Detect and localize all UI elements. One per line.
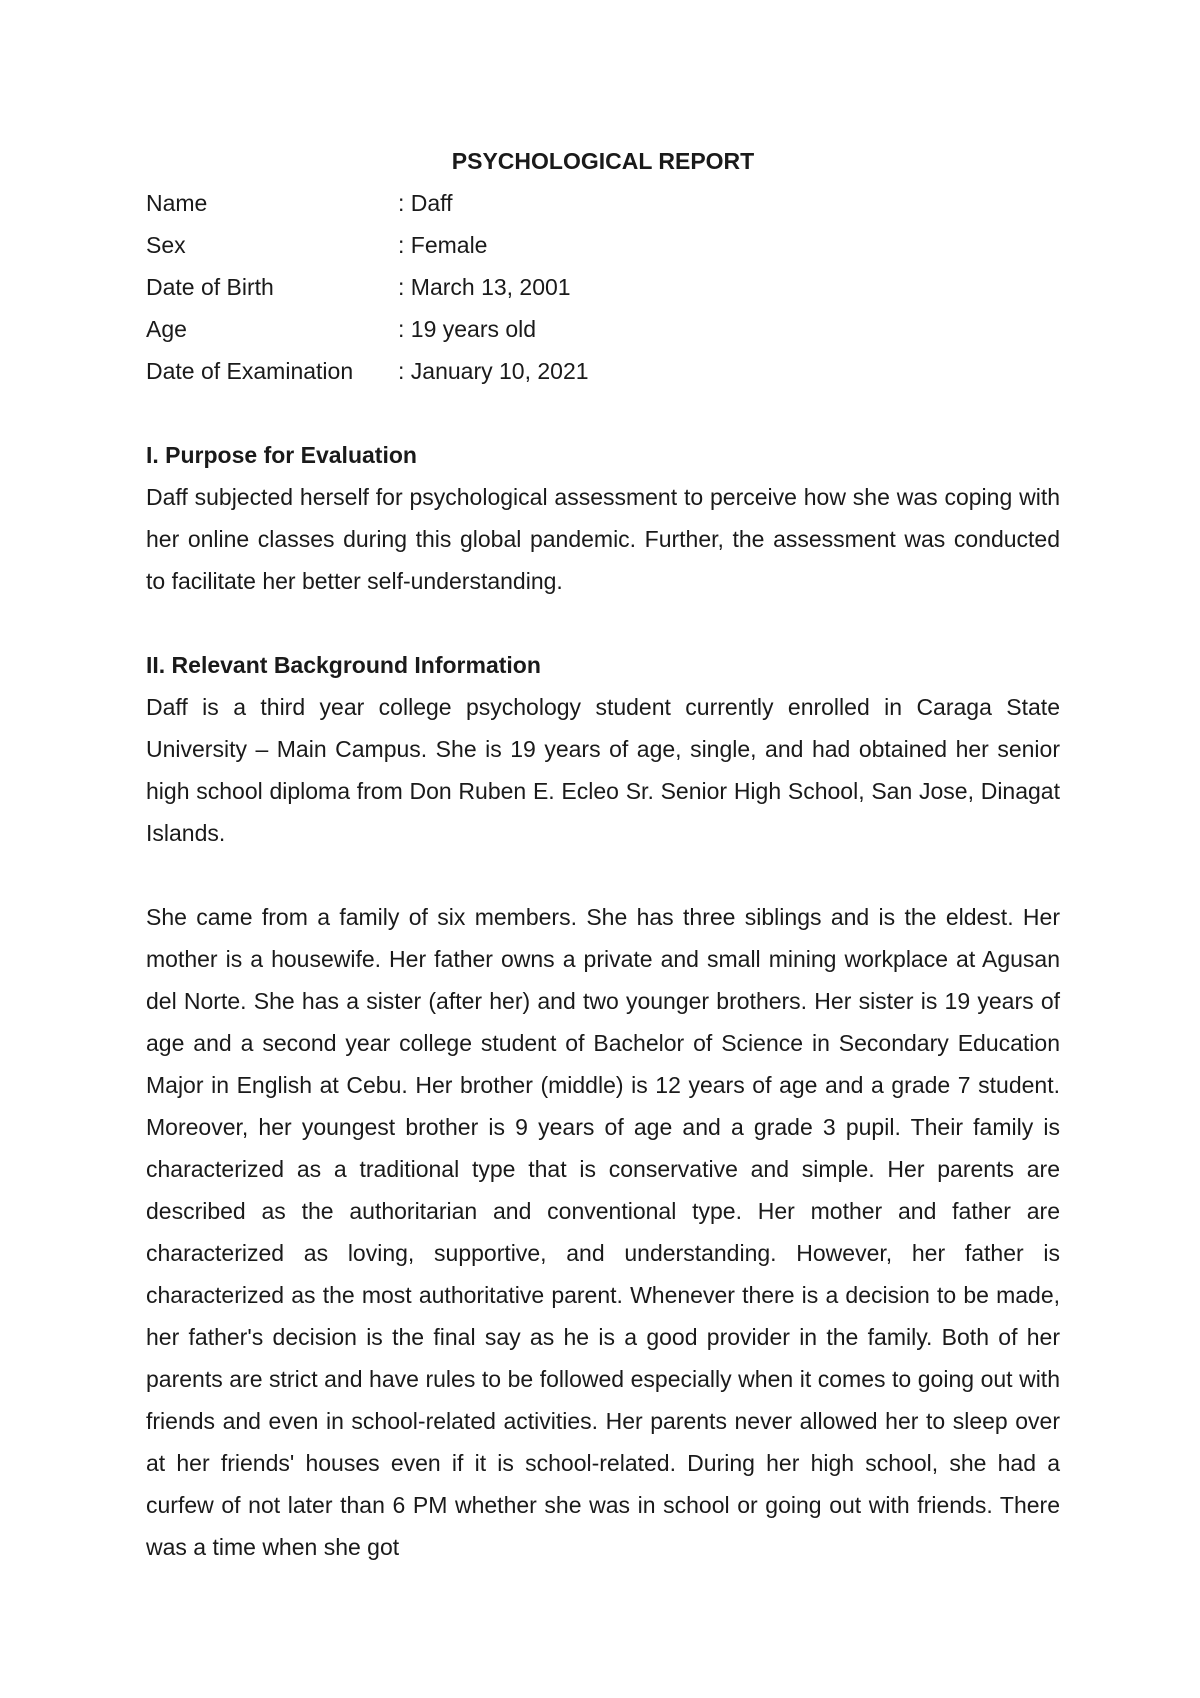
report-page	[146, 140, 1060, 1568]
info-label: Age	[146, 316, 187, 342]
paragraph: Daff is a third year college psychology student currently enrolled in Caraga State University – Main Campus. She is 19 years of age, single, and had obtained her senior high school diploma from Don Ruben E. Ecleo Sr. Senior High School, San Jose, Dinagat Islands.	[146, 694, 1060, 846]
info-value: : Daff	[398, 190, 453, 216]
info-value: : March 13, 2001	[398, 274, 571, 300]
info-value: : 19 years old	[398, 316, 537, 342]
info-label: Name	[146, 190, 208, 216]
info-value: : Female	[398, 232, 488, 258]
section-purpose-for-evaluation	[146, 434, 1060, 602]
section-heading: I. Purpose for Evaluation	[146, 442, 417, 468]
info-label: Date of Birth	[146, 274, 274, 300]
info-row-date-of-birth	[146, 266, 1060, 308]
info-row-date-of-examination	[146, 350, 1060, 392]
info-label: Date of Examination	[146, 358, 354, 384]
info-row-name	[146, 182, 1060, 224]
info-row-age	[146, 308, 1060, 350]
personal-info-table	[146, 182, 1060, 392]
report-title: PSYCHOLOGICAL REPORT	[451, 148, 755, 174]
paragraph: Daff subjected herself for psychological assessment to perceive how she was coping with her online classes during this global pandemic. Further, the assessment was conducted to facilitate her better self-understanding.	[146, 484, 1060, 594]
paragraph: She came from a family of six members. She has three siblings and is the eldest. Her mother is a housewife. Her father owns a private and small mining workplace at Agusan del Norte. She has a sister (after her) and two younger brothers. Her sister is 19 years of age and a second year college student of Bachelor of Science in Secondary Education Major in English at Cebu. Her brother (middle) is 12 years of age and a grade 7 student. Moreover, her youngest brother is 9 years of age and a grade 3 pupil. Their family is characterized as a traditional type that is conservative and simple. Her parents are described as the authoritarian and conventional type. Her mother and father are characterized as loving, supportive, and understanding. However, her father is characterized as the most authoritative parent. Whenever there is a decision to be made, her father's decision is the final say as he is a good provider in the family. Both of her parents are strict and have rules to be followed especially when it comes to going out with friends and even in school-related activities. Her parents never allowed her to sleep over at her friends' houses even if it is school-related. During her high school, she had a curfew of not later than 6 PM whether she was in school or going out with friends. There was a time when she got	[146, 904, 1060, 1560]
info-row-sex	[146, 224, 1060, 266]
info-value: : January 10, 2021	[398, 358, 589, 384]
section-heading: II. Relevant Background Information	[146, 652, 541, 678]
info-label: Sex	[146, 232, 186, 258]
section-relevant-background-information	[146, 644, 1060, 1568]
